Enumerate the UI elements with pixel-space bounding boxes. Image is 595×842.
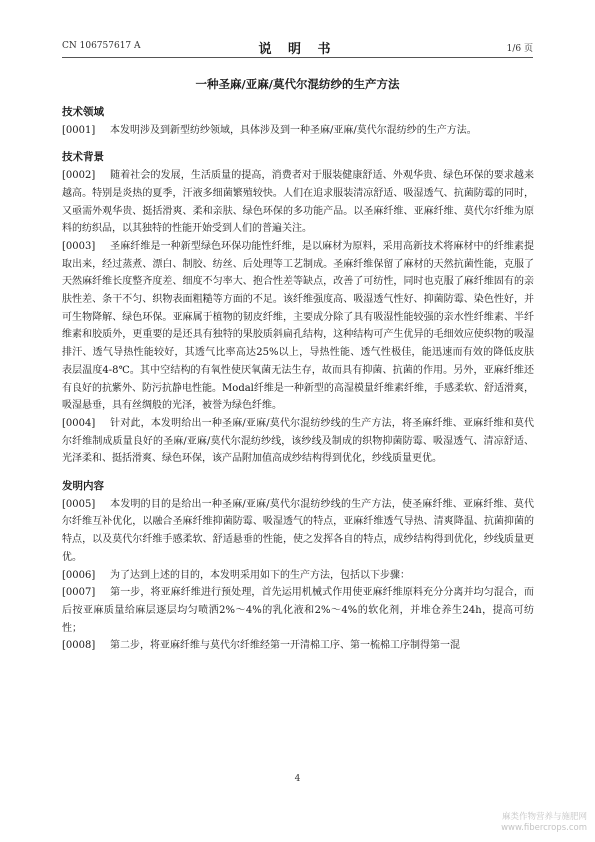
paragraph-number: [0004] [62,417,96,429]
paragraph-text: 随着社会的发展，生活质量的提高，消费者对于服装健康舒适、外观华贵、绿色环保的要求越来越高。特别是炎热的夏季，汗液多细菌繁殖较快。人们在追求服装清凉舒适、吸湿透气、抗菌防霉的同时，又亟需外观华贵、挺括滑爽、柔和亲肤、绿色环保的多功能产品。以圣麻纤维、亚麻纤维、莫代尔纤维为原料的纺织品，以其独特的性能开始受到人们的普遍关注。 [62,170,534,235]
header-divider [62,57,533,58]
watermark-url: www.fibercrops.com [501,823,587,833]
document-type-heading: 说 明 书 [258,42,337,57]
page-indicator: 1/6 页 [506,44,533,54]
paragraph-number: [0006] [62,569,96,581]
page-header [62,38,533,57]
paragraph [62,167,534,238]
section-heading-background: 技术背景 [62,151,104,164]
section-heading-invention: 发明内容 [62,480,104,493]
paragraph [62,637,534,655]
paragraph-number: [0001] [62,124,96,136]
patent-number: CN 106757617 A [62,41,141,51]
paragraph [62,567,534,585]
paragraph-text: 第二步，将亚麻纤维与莫代尔纤维经第一开清棉工序、第一梳棉工序制得第一混 [110,640,460,652]
document-title: 一种圣麻/亚麻/莫代尔混纺纱的生产方法 [195,77,400,91]
paragraph-text: 圣麻纤维是一种新型绿色环保功能性纤维，是以麻材为原料，采用高新技术将麻材中的纤维素提取出来，经过蒸煮、漂白、制胶、纺丝、后处理等工艺制成。圣麻纤维保留了麻材的天然抗菌性能，克服了天然麻纤维长度整齐度差、细度不匀率大、抱合性差等缺点，改善了可纺性，同时也克服了麻纤维固有的亲肤性差、条干不匀、织物表面粗糙等方面的不足。该纤维强度高、吸湿透气性好、抑菌防霉、染色性好，并可生物降解、绿色环保。亚麻属于植物的韧皮纤维，主要成分除了具有吸湿性能较强的亲水性纤维素、半纤维素和胶质外，更重要的是还具有独特的果胶质斜扁孔结构，这种结构可产生优异的毛细效应使织物的吸湿排汗、透气导热性能较好，其透气比率高达25%以上，导热性能、透气性极佳，能迅速而有效的降低皮肤表层温度4-8℃。其中空结构的有氧性使厌氧菌无法生存，故而具有抑菌、抗菌的作用。另外，亚麻纤维还有良好的抗紫外、防污抗静电性能。Modal纤维是一种新型的高湿模量纤维素纤维，手感柔软、舒适滑爽，吸湿悬垂，具有丝绸般的光泽，被誉为绿色纤维。 [62,240,534,412]
paragraph [62,496,534,567]
paragraph-text: 针对此，本发明给出一种圣麻/亚麻/莫代尔混纺纱线的生产方法，将圣麻纤维、亚麻纤维和莫代尔纤维制成质量良好的圣麻/亚麻/莫代尔混纺纱线，该纱线及制成的织物抑菌防霉、吸湿透气、清凉舒适、光泽柔和、挺括滑爽、绿色环保，该产品附加值高成纱结构得到优化，纱线质量更优。 [62,417,534,465]
document-body [62,104,534,655]
watermark-site-name: 麻类作物营养与施肥网 [501,812,587,822]
paragraph [62,238,534,415]
site-watermark [501,812,587,834]
paragraph [62,584,534,637]
paragraph-text: 本发明涉及到新型纺纱领域，具体涉及到一种圣麻/亚麻/莫代尔混纺纱的生产方法。 [110,124,477,136]
page-number: 4 [294,774,301,784]
paragraph-number: [0003] [62,240,96,252]
paragraph-number: [0002] [62,170,96,182]
paragraph-number: [0007] [62,587,96,599]
paragraph-text: 为了达到上述的目的，本发明采用如下的生产方法，包括以下步骤： [110,569,410,581]
section-heading-tech-field: 技术领域 [62,106,104,118]
paragraph-number: [0008] [62,640,96,652]
paragraph [62,415,534,468]
paragraph-number: [0005] [62,498,96,510]
paragraph [62,122,534,140]
paragraph-text: 本发明的目的是给出一种圣麻/亚麻/莫代尔混纺纱线的生产方法，使圣麻纤维、亚麻纤维、莫代尔纤维互补优化，以融合圣麻纤维抑菌防霉、吸湿透气的特点，亚麻纤维透气导热、清爽降温、抗菌抑菌的特点，以及莫代尔纤维手感柔软、舒适悬垂的性能，使之发挥各自的特点，成纱结构得到优化，纱线质量更优。 [62,498,534,563]
paragraph-text: 第一步，将亚麻纤维进行预处理，首先运用机械式作用使亚麻纤维原料充分分离并均匀混合，而后按亚麻质量给麻层逐层均匀喷洒2%～4%的乳化液和2%～4%的软化剂，并堆仓养生24h，提高可纺性； [62,587,534,634]
